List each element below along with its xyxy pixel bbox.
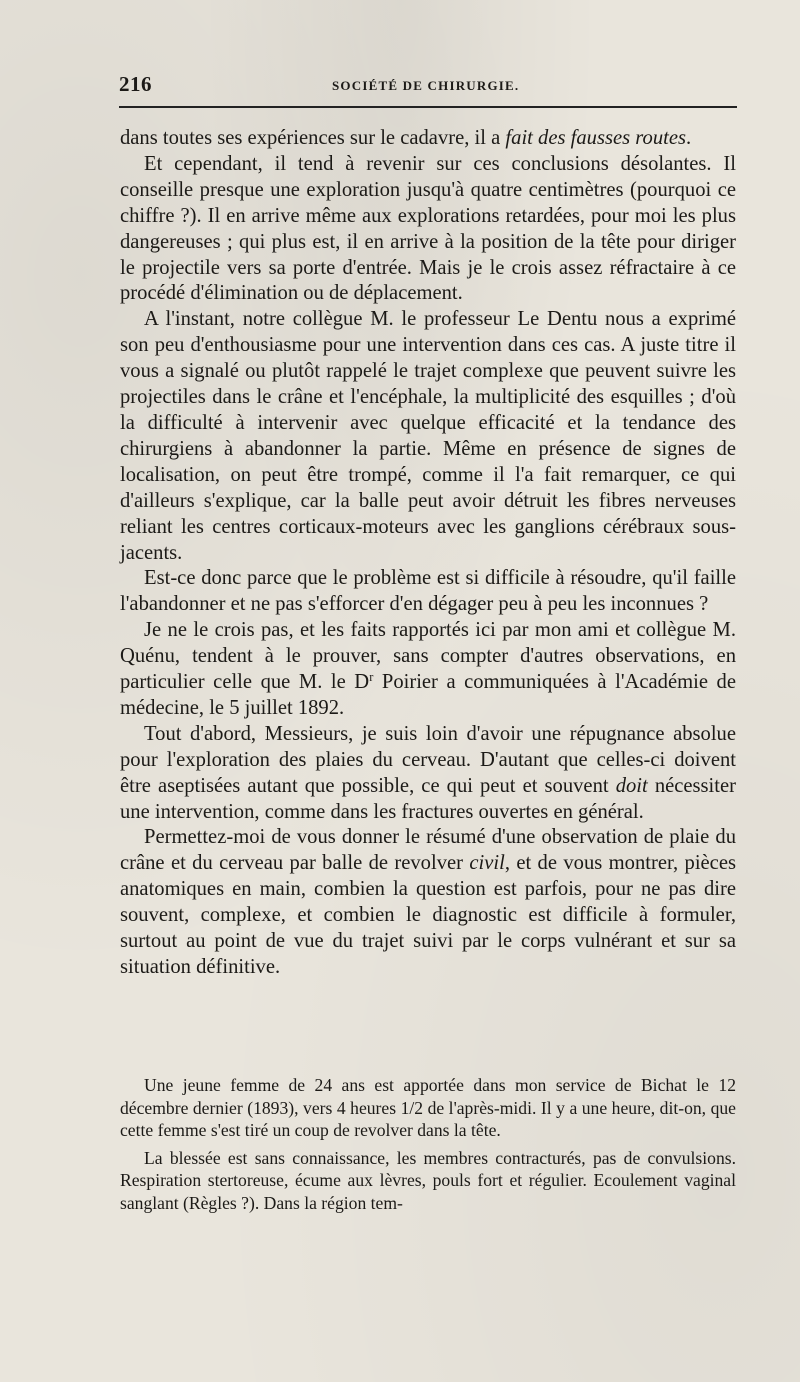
paragraph (120, 722, 736, 826)
header-rule (119, 106, 737, 108)
italic-text: fait des fausses routes (505, 127, 686, 149)
small-paragraph: Une jeune femme de 24 ans est apportée dans mon service de Bichat le 12 décembre dernier (1893), vers 4 heures 1/2 de l'après-midi. Il y a une heure, dit-on, que cette femme s'est tiré un coup de revolver dans la tête. (120, 1075, 736, 1141)
paragraph (120, 126, 736, 152)
text-run: . (686, 127, 692, 149)
paragraph: Et cependant, il tend à revenir sur ces conclusions désolantes. Il conseille presque une exploration jusqu'à quatre centimètres (pourquoi ce chiffre ?). Il en arrive même aux explorations retardées, pour moi les plus dangereuses ; qui plus est, il en arrive à la position de la tête pour diriger le projectile vers sa porte d'entrée. Mais je le crois assez réfractaire à ce procédé d'élimination ou de déplacement. (120, 152, 736, 305)
running-title: SOCIÉTÉ DE CHIRURGIE. (332, 78, 520, 93)
text-run: Je ne le crois pas, et les faits rapportés ici par mon ami et collègue M. Quénu, tendent à le prouver, sans compter d'autres observations, en particulier celle que M. le D (120, 619, 736, 694)
text-run: dans toutes ses expériences sur le cadavre, il a (120, 127, 506, 149)
page-header (119, 72, 739, 100)
small-paragraph: La blessée est sans connaissance, les membres contracturés, pas de convulsions. Respiration stertoreuse, écume aux lèvres, pouls fort et régulier. Ecoulement vaginal sanglant (Règles ?). Dans la région tem- (120, 1147, 736, 1213)
superscript: r (369, 670, 374, 685)
text-run: , et de vous montrer, pièces anatomiques en main, combien la question est parfois, pour ne pas dire souvent, complexe, et combien le diagnostic est difficile à formuler, surtout au point de vue du trajet suivi par le corps vulnérant et sur sa situation définitive. (120, 852, 736, 978)
italic-text: civil (469, 852, 505, 875)
main-text (120, 126, 736, 981)
text-run: nécessiter une intervention, comme dans les fractures ouvertes en général. (120, 774, 737, 823)
case-report-text (120, 1074, 736, 1220)
text-run: Poirier a communiquées à l'Académie de médecine, le 5 juillet 1892. (120, 671, 736, 719)
paragraph (120, 825, 736, 980)
paragraph: Est-ce donc parce que le problème est si difficile à résoudre, qu'il faille l'abandonner et ne pas s'efforcer d'en dégager peu à peu les inconnues ? (120, 567, 736, 616)
page-number: 216 (119, 72, 152, 96)
text-run: Permettez-moi de vous donner le résumé d'une observation de plaie du crâne et du cerveau par balle de revolver (120, 826, 736, 875)
text-run: Tout d'abord, Messieurs, je suis loin d'avoir une répugnance absolue pour l'exploration des plaies du cerveau. D'autant que celles-ci doivent être aseptisées autant que possible, ce qui peut et souvent (120, 722, 736, 797)
paragraph (120, 618, 736, 722)
paragraph: A l'instant, notre collègue M. le professeur Le Dentu nous a exprimé son peu d'enthousiasme pour une intervention dans ces cas. A juste titre il vous a signalé ou plutôt rappelé le trajet complexe que peuvent suivre les projectiles dans le crâne et l'encéphale, la multiplicité des esquilles ; d'où la difficulté à intervenir avec quelque efficacité et la tendance des chirurgiens à abandonner la partie. Même en présence de signes de localisation, on peut être trompé, comme il l'a fait remarquer, ce qui d'ailleurs s'explique, car la balle peut avoir détruit les fibres nerveuses reliant les centres corticaux-moteurs avec les ganglions cérébraux sous-jacents. (120, 308, 736, 564)
italic-text: doit (615, 774, 648, 797)
